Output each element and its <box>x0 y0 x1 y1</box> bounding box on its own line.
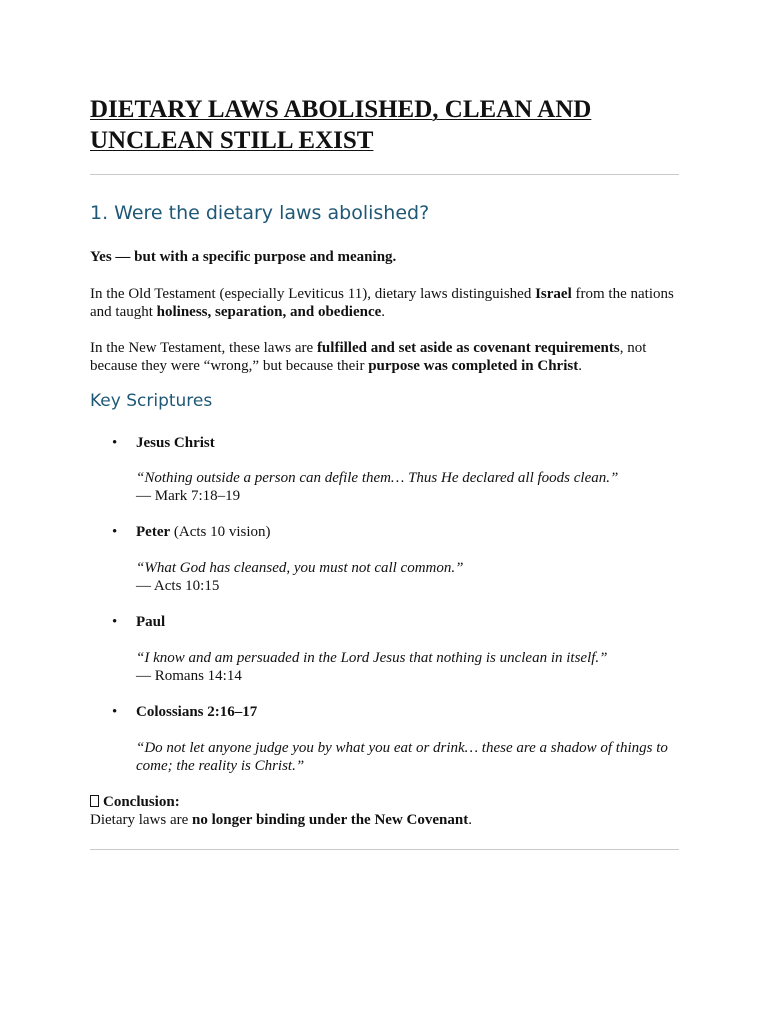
list-item-label: Paul <box>136 614 166 630</box>
conclusion-text-2: . <box>468 812 472 828</box>
scripture-quote: “Do not let anyone judge you by what you eat or drink… these are a shadow of things to come; the reality is Christ.” <box>136 740 668 774</box>
para2-bold-2: purpose was completed in Christ <box>368 358 579 374</box>
para1-bold-1: Israel <box>535 286 572 302</box>
checkbox-icon <box>90 795 99 807</box>
scripture-quote: “I know and am persuaded in the Lord Jesus that nothing is unclean in itself.” <box>136 650 608 666</box>
bullet-icon: • <box>112 614 118 630</box>
conclusion-label: Conclusion: <box>103 794 180 810</box>
list-item-label-line <box>136 613 165 631</box>
para2-text-2: , not because they were “wrong,” but because their <box>90 340 647 374</box>
divider-bottom <box>90 849 679 850</box>
para1-text-2: from the nations and taught <box>90 286 674 320</box>
para1-text-1: In the Old Testament (especially Leviticus 11), dietary laws distinguished <box>90 286 536 302</box>
scripture-reference: — Acts 10:15 <box>136 578 220 594</box>
scripture-reference: — Romans 14:14 <box>136 668 242 684</box>
scripture-quote: “What God has cleansed, you must not call common.” <box>136 560 464 576</box>
list-item-label: Peter <box>136 524 171 540</box>
list-item-label-line <box>136 703 257 721</box>
paragraph-old-testament <box>90 285 679 321</box>
answer-text <box>90 248 679 266</box>
list-item-label-line <box>136 523 271 541</box>
page-title: DIETARY LAWS ABOLISHED, CLEAN AND UNCLEAN STILL EXIST <box>90 96 592 154</box>
key-scriptures-heading: Key Scriptures <box>90 391 213 411</box>
conclusion-bold: no longer binding under the New Covenant <box>192 812 469 828</box>
list-item-label: Jesus Christ <box>136 435 215 451</box>
conclusion-label-line <box>90 793 679 811</box>
divider-top <box>90 174 679 175</box>
scripture-reference: — Mark 7:18–19 <box>136 488 241 504</box>
conclusion-text-1: Dietary laws are <box>90 812 193 828</box>
list-item-note: (Acts 10 vision) <box>170 524 271 540</box>
para2-text-3: . <box>578 358 582 374</box>
para1-text-3: . <box>381 304 386 320</box>
bullet-icon: • <box>112 524 118 540</box>
answer-bold: Yes — but with a specific purpose and meaning. <box>90 249 397 265</box>
para2-bold-1: fulfilled and set aside as covenant requirements <box>316 340 620 356</box>
paragraph-new-testament <box>90 339 679 375</box>
section-heading: 1. Were the dietary laws abolished? <box>90 202 430 224</box>
scripture-quote: “Nothing outside a person can defile them… Thus He declared all foods clean.” <box>136 470 619 486</box>
list-item-label-line <box>136 434 215 452</box>
bullet-icon: • <box>112 435 118 451</box>
para2-text-1: In the New Testament, these laws are <box>90 340 317 356</box>
conclusion-text <box>90 811 679 829</box>
list-item-label: Colossians 2:16–17 <box>136 704 258 720</box>
bullet-icon: • <box>112 704 118 720</box>
para1-bold-2: holiness, separation, and obedience <box>156 304 382 320</box>
